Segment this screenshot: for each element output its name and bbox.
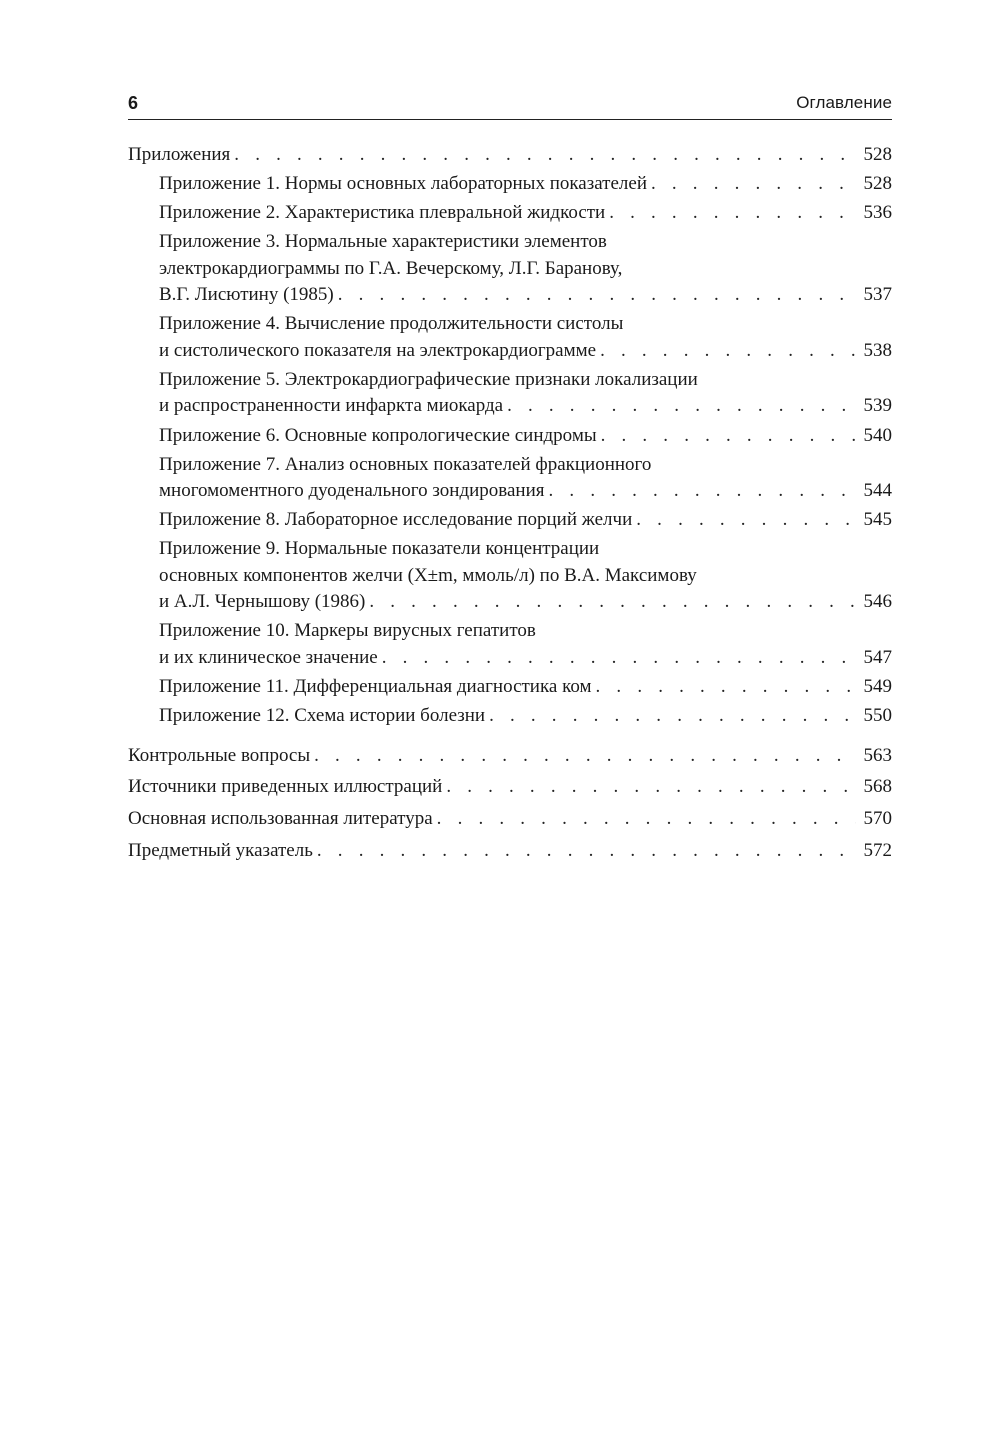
toc-entry-appendix-12[interactable]: [128, 703, 892, 730]
dot-leader: [596, 674, 856, 701]
page-header: [128, 93, 892, 120]
toc-entry-title: Приложение 1. Нормы основных лабораторных показателей: [159, 173, 647, 195]
dot-leader: [600, 338, 856, 365]
toc-entry-title-line: и распространенности инфаркта миокарда: [159, 395, 504, 417]
dot-leader: [609, 200, 856, 227]
toc-entry-page: 550: [863, 705, 892, 727]
toc-entry-page: 528: [863, 144, 892, 165]
toc-entry-subject-index[interactable]: [128, 838, 892, 865]
toc-entry-literature[interactable]: [128, 806, 892, 833]
toc-entry-title-line: Приложение 9. Нормальные показатели концентрации: [159, 538, 600, 560]
toc-entry-page: 544: [863, 480, 892, 502]
toc-entry-title: Источники приведенных иллюстраций: [128, 776, 443, 798]
dot-leader: [489, 703, 856, 730]
toc-entry-appendix-4[interactable]: [128, 311, 892, 364]
toc-entry-title-line: основных компонентов желчи (X±m, ммоль/л) по В.А. Максимову: [159, 564, 697, 586]
toc-entry-title-line: Приложение 7. Анализ основных показателей фракционного: [159, 453, 652, 475]
toc-entry-title-line: Приложение 10. Маркеры вирусных гепатитов: [159, 620, 536, 642]
dot-leader: [437, 806, 856, 833]
toc-entry-title-line: электрокардиограммы по Г.А. Вечерскому, Л.Г. Баранову,: [159, 257, 623, 279]
page-number: 6: [128, 93, 139, 113]
toc-entry-page: 546: [863, 591, 892, 613]
toc-entry-title: Приложения: [128, 144, 231, 165]
dot-leader: [651, 171, 856, 198]
dot-leader: [382, 645, 856, 672]
toc-entry-title-line: многомоментного дуоденального зондирования: [159, 480, 545, 502]
toc-entry-appendix-11[interactable]: [128, 674, 892, 701]
dot-leader: [317, 838, 856, 865]
toc-entry-appendix-10[interactable]: [128, 618, 892, 671]
dot-leader: [507, 393, 856, 420]
toc-entry-appendix-1[interactable]: [128, 171, 892, 198]
toc-entry-appendix-6[interactable]: [128, 423, 892, 450]
toc-entry-appendix-9[interactable]: [128, 536, 892, 616]
toc-entry-page: 547: [863, 646, 892, 668]
toc-entry-title-line: В.Г. Лисютину (1985): [159, 284, 334, 306]
toc-entry-title: Приложение 6. Основные копрологические синдромы: [159, 424, 597, 446]
toc-entry-illustration-sources[interactable]: [128, 774, 892, 801]
toc-entry-title-line: и их клиническое значение: [159, 646, 378, 668]
toc-entry-title: Приложение 8. Лабораторное исследование порций желчи: [159, 509, 633, 531]
toc-entry-appendix-8[interactable]: [128, 507, 892, 534]
dot-leader: [549, 478, 856, 505]
toc-entry-page: 549: [863, 676, 892, 698]
toc-entry-appendix-5[interactable]: [128, 367, 892, 420]
toc-entry-title-line: и А.Л. Чернышову (1986): [159, 591, 366, 613]
toc-entry-page: 538: [863, 339, 892, 361]
toc-entry-appendix-7[interactable]: [128, 452, 892, 505]
dot-leader: [446, 774, 856, 801]
toc-entry-page: 539: [863, 395, 892, 417]
toc-entry-title: Приложение 11. Дифференциальная диагностика ком: [159, 676, 592, 698]
toc-entry-title-line: Приложение 4. Вычисление продолжительности систолы: [159, 313, 624, 335]
toc-entry-page: 563: [863, 744, 892, 766]
toc-entry-title: Основная использованная литература: [128, 808, 433, 830]
toc-entry-title: Предметный указатель: [128, 840, 313, 862]
toc-entry-appendices[interactable]: [128, 142, 892, 169]
toc-entry-title-line: и систолического показателя на электрокардиограмме: [159, 339, 597, 361]
toc-entry-page: 568: [863, 776, 892, 798]
toc-entry-page: 545: [863, 509, 892, 531]
toc-entry-control-questions[interactable]: [128, 743, 892, 770]
toc-entry-page: 540: [863, 424, 892, 446]
toc-entry-appendix-3[interactable]: [128, 229, 892, 309]
toc-entry-title: Приложение 2. Характеристика плевральной жидкости: [159, 202, 606, 224]
dot-leader: [369, 589, 856, 616]
toc-entry-appendix-2[interactable]: [128, 200, 892, 227]
toc-entry-title: Приложение 12. Схема истории болезни: [159, 705, 486, 727]
dot-leader: [636, 507, 856, 534]
dot-leader: [338, 282, 856, 309]
toc-entry-title-line: Приложение 5. Электрокардиографические признаки локализации: [159, 368, 698, 390]
toc-entry-page: 536: [863, 202, 892, 224]
dot-leader: [601, 423, 856, 450]
running-title: Оглавление: [796, 93, 892, 112]
table-of-contents: [128, 142, 892, 870]
dot-leader: [314, 743, 856, 770]
toc-entry-page: 572: [863, 840, 892, 862]
toc-entry-page: 528: [863, 173, 892, 195]
toc-entry-page: 537: [863, 284, 892, 306]
toc-entry-title: Контрольные вопросы: [128, 744, 311, 766]
dot-leader: [234, 142, 856, 169]
toc-entry-page: 570: [863, 808, 892, 830]
toc-entry-title-line: Приложение 3. Нормальные характеристики элементов: [159, 231, 607, 253]
